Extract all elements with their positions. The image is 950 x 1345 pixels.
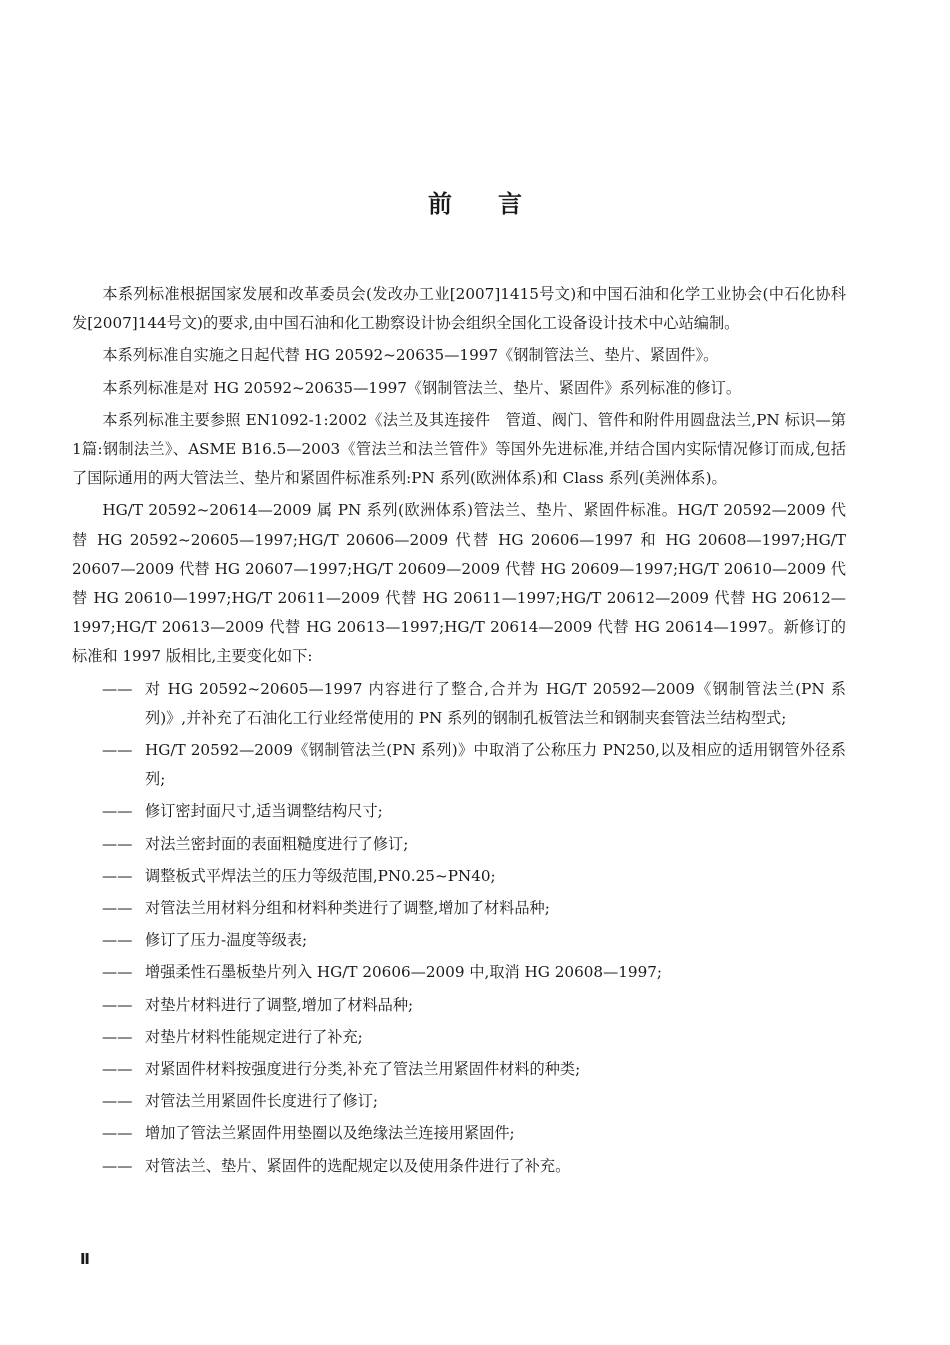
list-dash: —— <box>102 1156 133 1175</box>
page-title: 前言 <box>428 190 568 218</box>
list-item <box>72 862 846 891</box>
list-item <box>72 991 846 1020</box>
list-item-text: 对垫片材料性能规定进行了补充; <box>145 1027 363 1046</box>
list-dash: —— <box>102 1060 133 1079</box>
list-item <box>72 894 846 923</box>
list-dash: —— <box>102 931 133 950</box>
list-dash: —— <box>102 679 133 698</box>
list-item <box>72 830 846 859</box>
paragraph: HG/T 20592~20614—2009 属 PN 系列(欧洲体系)管法兰、垫片、紧固件标准。HG/T 20592—2009 代替 HG 20592~20605—1997;HG/T 20606—2009 代替 HG 20606—1997 和 HG 20608—1997;HG/T 20607—2009 代替 HG 20607—1997;HG/T 20609—2009 代替 HG 20609—1997;HG/T 20610—2009 代替 HG 20610—1997;HG/T 20611—2009 代替 HG 20611—1997;HG/T 20612—2009 代替 HG 20612—1997;HG/T 20613—2009 代替 HG 20613—1997;HG/T 20614—2009 代替 HG 20614—1997。新修订的标准和 1997 版相比,主要变化如下: <box>72 501 846 666</box>
list-dash: —— <box>102 741 133 760</box>
list-dash: —— <box>102 1027 133 1046</box>
list-item <box>72 1152 846 1181</box>
list-dash: —— <box>102 802 133 821</box>
list-item <box>72 1023 846 1052</box>
paragraph: 本系列标准自实施之日起代替 HG 20592~20635—1997《钢制管法兰、垫片、紧固件》。 <box>102 346 719 365</box>
paragraph: 本系列标准是对 HG 20592~20635—1997《钢制管法兰、垫片、紧固件》系列标准的修订。 <box>102 378 742 397</box>
list-item <box>72 797 846 826</box>
paragraph: 本系列标准主要参照 EN1092-1:2002《法兰及其连接件 管道、阀门、管件和附件用圆盘法兰,PN 标识—第1篇:钢制法兰》、ASME B16.5—2003《管法兰和法兰管件》等国外先进标准,并结合国内实际情况修订而成,包括了国际通用的两大管法兰、垫片和紧固件标准系列:PN 系列(欧洲体系)和 Class 系列(美洲体系)。 <box>72 410 846 488</box>
list-item <box>72 1055 846 1084</box>
list-item-text: 调整板式平焊法兰的压力等级范围,PN0.25~PN40; <box>145 866 496 885</box>
list-item <box>72 958 846 987</box>
list-item <box>72 1087 846 1116</box>
list-dash: —— <box>102 1124 133 1143</box>
list-dash: —— <box>102 899 133 918</box>
paragraph: 本系列标准根据国家发展和改革委员会(发改办工业[2007]1415号文)和中国石油和化学工业协会(中石化协科发[2007]144号文)的要求,由中国石油和化工勘察设计协会组织全国化工设备设计技术中心站编制。 <box>72 285 846 333</box>
list-dash: —— <box>102 866 133 885</box>
list-item-text: 对 HG 20592~20605—1997 内容进行了整合,合并为 HG/T 20592—2009《钢制管法兰(PN 系列)》,并补充了石油化工行业经常使用的 PN 系列的钢制孔板管法兰和钢制夹套管法兰结构型式; <box>145 679 846 727</box>
list-item-text: 修订了压力-温度等级表; <box>145 931 308 950</box>
preface-body <box>72 280 846 1184</box>
list-item-text: 对管法兰用紧固件长度进行了修订; <box>145 1092 378 1111</box>
list-item <box>72 1119 846 1148</box>
change-list <box>72 675 846 1181</box>
list-item-text: 对紧固件材料按强度进行分类,补充了管法兰用紧固件材料的种类; <box>145 1060 581 1079</box>
list-item-text: 对管法兰用材料分组和材料种类进行了调整,增加了材料品种; <box>145 899 550 918</box>
list-dash: —— <box>102 995 133 1014</box>
page-number: Ⅱ <box>80 1250 90 1268</box>
list-dash: —— <box>102 834 133 853</box>
list-item-text: 对垫片材料进行了调整,增加了材料品种; <box>145 995 414 1014</box>
list-item-text: 增强柔性石墨板垫片列入 HG/T 20606—2009 中,取消 HG 20608—1997; <box>145 963 663 982</box>
list-item <box>72 926 846 955</box>
list-item-text: 增加了管法兰紧固件用垫圈以及绝缘法兰连接用紧固件; <box>145 1124 515 1143</box>
list-item <box>72 736 846 794</box>
list-item-text: 对法兰密封面的表面粗糙度进行了修订; <box>145 834 409 853</box>
list-item <box>72 675 846 733</box>
list-dash: —— <box>102 1092 133 1111</box>
list-dash: —— <box>102 963 133 982</box>
list-item-text: HG/T 20592—2009《钢制管法兰(PN 系列)》中取消了公称压力 PN250,以及相应的适用钢管外径系列; <box>145 741 846 789</box>
list-item-text: 修订密封面尺寸,适当调整结构尺寸; <box>145 802 383 821</box>
list-item-text: 对管法兰、垫片、紧固件的选配规定以及使用条件进行了补充。 <box>145 1156 571 1175</box>
